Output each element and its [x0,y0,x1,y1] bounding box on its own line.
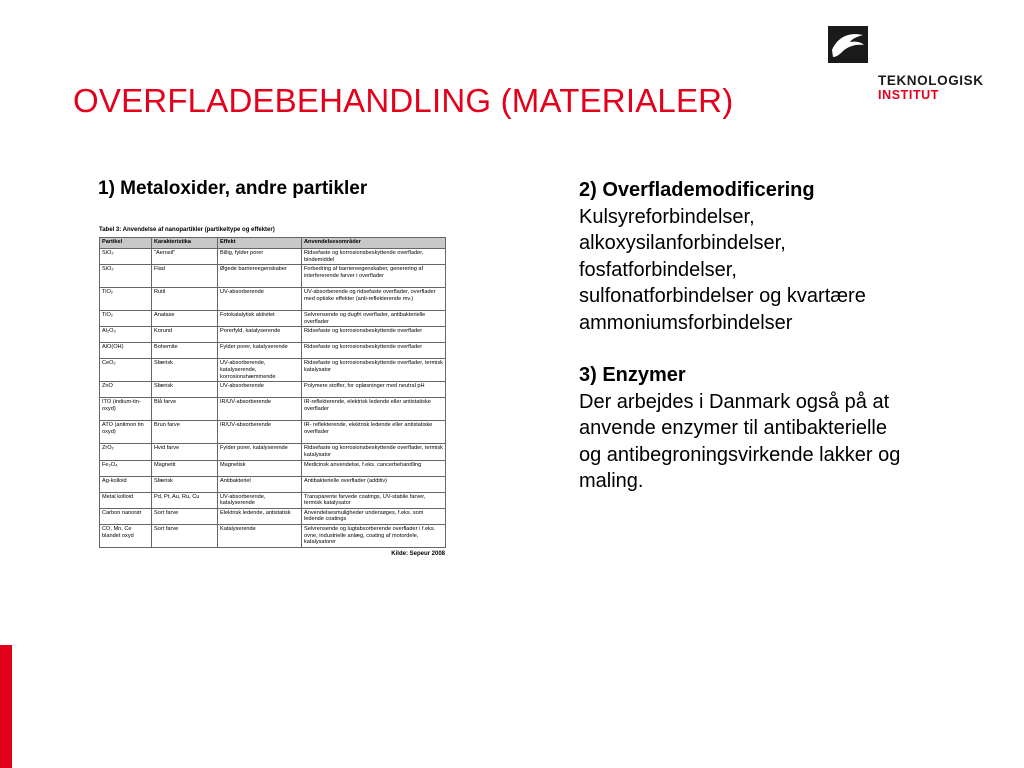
table-cell: Polymere stoffer, for opløsninger med neutral pH [302,382,446,398]
table-cell: Fe₃O₄ [100,460,152,476]
table-cell: UV-absorberende og ridsefaste overflader, overflader med optiske effekter (anti-reflekterende mv.) [302,288,446,311]
table-cell: UV-absorberende [218,382,302,398]
table-cell: ZrO₂ [100,444,152,460]
logo-subtitle: INSTITUT [878,88,940,102]
section-2-line: sulfonatforbindelser og kvartære [579,285,866,307]
table-cell: Brun farve [152,421,218,444]
table-cell: CeO₂ [100,359,152,382]
header-anvendelsesomrader: Anvendelsesområder [302,238,446,249]
table-cell: Ridsefaste og korrosionsbeskyttende overflader, termisk katalysator [302,359,446,382]
table-cell: Fylder porer, katalyserende [218,343,302,359]
table-cell: ITO (indium-tin-oxyd) [100,398,152,421]
table-cell: Sort farve [152,508,218,524]
table-cell: Magnetisk [218,460,302,476]
header-effekt: Effekt [218,238,302,249]
table-cell: Selvrensende og lugtabsorberende overflader i f.eks. ovne, industrielle anlæg, coating af motordele, katalysatorer [302,524,446,547]
table-row [100,343,446,359]
table-cell: Sort farve [152,524,218,547]
table-cell: Antibakterielle overflader (additiv) [302,476,446,492]
table-cell: Carbon nanorør [100,508,152,524]
table-row [100,265,446,288]
table-row [100,508,446,524]
table-cell: Anvendelsesmuligheder undersøges, f.eks. som ledende coatings [302,508,446,524]
table-row [100,327,446,343]
table-cell: Porerfyld, katalyserende [218,327,302,343]
table-cell: SiO₂ [100,265,152,288]
table-row [100,398,446,421]
logo-name: TEKNOLOGISK [878,73,984,88]
section-3-heading: 3) Enzymer [579,364,686,386]
table-cell: TiO₂ [100,288,152,311]
table-cell: Pd, Pt, Au, Ru, Cu [152,492,218,508]
section-2-line: Kulsyreforbindelser, [579,205,755,228]
table-cell: Al₂O₃ [100,327,152,343]
section-2-line: fosfatforbindelser, [579,258,737,281]
section-3-line: anvende enzymer til antibakterielle [579,417,887,439]
nanoparticle-table [99,237,446,548]
logo-mark [828,26,868,63]
table-row [100,249,446,265]
table-cell: Korund [152,327,218,343]
table-cell: ZnO [100,382,152,398]
table-cell: Ridsefaste og korrosionsbeskyttende overflader [302,327,446,343]
table-cell: ATO (antimon tin oxyd) [100,421,152,444]
table-cell: UV-absorberende [218,288,302,311]
header-karakteristika: Karakteristika [152,238,218,249]
section-gap [579,336,999,362]
table-cell: Bohemite [152,343,218,359]
table-cell: IR- reflekterende, elektrisk ledende eller antistatiske overflader [302,421,446,444]
table-cell: Forbedring af barriereegenskaber, generering af interfererende farver i overflader [302,265,446,288]
table-header-row [100,238,446,249]
table-cell: Flad [152,265,218,288]
table-cell: CO, Mn, Ce blandet oxyd [100,524,152,547]
section-2-heading: 2) Overflademodificering [579,179,815,201]
table-cell: Anatase [152,311,218,327]
table-cell: Katalyserende [218,524,302,547]
table-source: Kilde: Sepeur 2008 [391,550,445,557]
right-column [579,177,999,495]
table-cell: Sfærisk [152,382,218,398]
section-3-line: maling. [579,470,644,492]
table-caption: Tabel 3: Anvendelse af nanopartikler (partikeltype og effekter) [99,227,275,233]
table-cell: Ridsefaste og korrosionsbeskyttende overflader [302,343,446,359]
table-cell: Metal kolloid [100,492,152,508]
table-cell: Hvid farve [152,444,218,460]
table-cell: Ridsefaste og korrosionsbeskyttende overflader, bindemiddel [302,249,446,265]
nanoparticle-table-figure [99,225,445,560]
table-row [100,288,446,311]
table-cell: Medicinsk anvendelse, f.eks. cancerbehandling [302,460,446,476]
table-cell: Rutil [152,288,218,311]
table-cell: Ag-kolloid [100,476,152,492]
table-row [100,476,446,492]
table-cell: IR/UV-absorberende [218,398,302,421]
table-cell: Fylder porer, katalyserende [218,444,302,460]
table-cell: Sfærisk [152,359,218,382]
table-row [100,460,446,476]
table-row [100,359,446,382]
table-cell: "Aerosil" [152,249,218,265]
table-cell: UV-absorberende, katalyserende [218,492,302,508]
table-cell: Magnetit [152,460,218,476]
table-cell: Billig, fylder porer [218,249,302,265]
section-3-line: Der arbejdes i Danmark også på at [579,390,890,413]
table-cell: Elektrisk ledende, antistatisk [218,508,302,524]
section-2-line: alkoxysilanforbindelser, [579,232,786,254]
section-3-line: og antibegroningsvirkende lakker og [579,443,901,466]
slide-title: OVERFLADEBEHANDLING (MATERIALER) [73,82,734,119]
table-row [100,382,446,398]
table-cell: Antibakteriel [218,476,302,492]
table-row [100,421,446,444]
table-cell: Selvrensende og dugfri overflader, antibakterielle overflader [302,311,446,327]
table-cell: Fotokatalytisk aktivitet [218,311,302,327]
left-heading: 1) Metaloxider, andre partikler [98,178,368,199]
logo-bird-icon [828,26,868,63]
table-cell: TiO₂ [100,311,152,327]
table-row [100,311,446,327]
accent-bar [0,645,12,768]
table-row [100,524,446,547]
table-cell: AlO(OH) [100,343,152,359]
section-2-line: ammoniumsforbindelser [579,311,793,334]
header-partikel: Partikel [100,238,152,249]
table-row [100,444,446,460]
table-cell: Sfærisk [152,476,218,492]
table-cell: IR/UV-absorberende [218,421,302,444]
table-cell: Blå farve [152,398,218,421]
table-cell: UV-absorberende, katalyserende, korrosionshæmmende [218,359,302,382]
table-cell: Transparente farvede coatings, UV-stabile farver, termisk katalysator [302,492,446,508]
table-cell: IR-reflekterende, elektrisk ledende eller antistatiske overflader [302,398,446,421]
table-cell: SiO₂ [100,249,152,265]
table-row [100,492,446,508]
table-cell: Øgede barriereegenskaber [218,265,302,288]
table-cell: Ridsefaste og korrosionsbeskyttende overflader, termisk katalysator [302,444,446,460]
